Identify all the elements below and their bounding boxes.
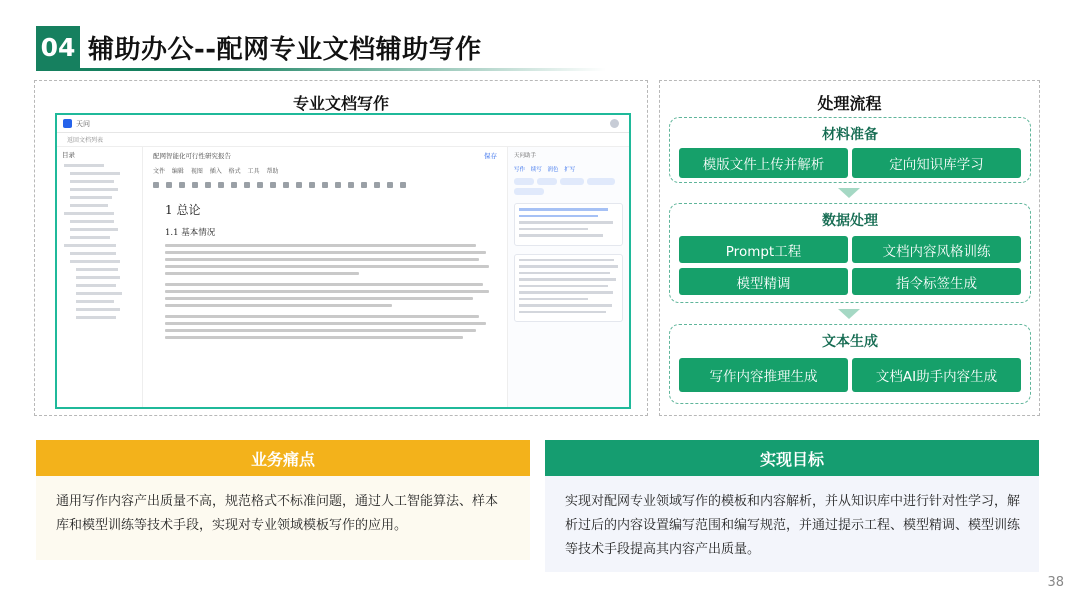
flow-arrow-icon [838, 309, 860, 319]
app-logo-icon [63, 119, 72, 128]
header-underline [36, 68, 606, 71]
section-number: 04 [36, 26, 80, 68]
doc-writing-title: 专业文档写作 [292, 94, 389, 113]
ai-message-card [514, 254, 623, 323]
step-ai-assistant-generation: 文档AI助手内容生成 [852, 358, 1021, 392]
ai-tabs[interactable]: 写作 续写 润色 扩写 [514, 167, 576, 173]
flow-arrow-icon [838, 188, 860, 198]
process-flow-title: 处理流程 [817, 94, 882, 113]
document-title: 配网智能化可行性研究报告 [153, 152, 231, 160]
goals-text: 实现对配网专业领域写作的模板和内容解析，并从知识库中进行针对性学习，解析过后的内容设置编写范围和编写规范，并通过提示工程、模型精调、模型训练等技术手段提高其内容产出质量。 [545, 476, 1039, 572]
editor-menu[interactable]: 文件 编辑 视图 插入 格式 工具 帮助 [153, 168, 279, 175]
step-style-training: 文档内容风格训练 [852, 236, 1021, 263]
ai-assistant-title: 天问助手 [514, 153, 537, 159]
app-screenshot [55, 113, 631, 409]
app-name: 天问 [76, 119, 90, 128]
ai-chip-row[interactable] [514, 178, 623, 195]
pain-points-text: 通用写作内容产出质量不高，规范格式不标准问题，通过人工智能算法、样本库和模型训练等技术手段，实现对专业领域模板写作的应用。 [36, 476, 530, 560]
step-tag-generation: 指令标签生成 [852, 268, 1021, 295]
stage-title: 文本生成 [822, 334, 878, 350]
ai-assistant-panel [507, 147, 629, 407]
outline-sidebar [57, 147, 143, 407]
doc-heading-2: 1.1 基本情况 [165, 228, 216, 238]
app-topbar [57, 115, 629, 133]
doc-heading-1: 1 总论 [165, 203, 201, 217]
slide-header [36, 26, 482, 68]
page-number: 38 [1047, 575, 1064, 590]
avatar[interactable] [610, 119, 619, 128]
pain-points-header: 业务痛点 [36, 440, 530, 476]
step-content-inference: 写作内容推理生成 [679, 358, 848, 392]
step-knowledge-learning: 定向知识库学习 [852, 148, 1021, 178]
doc-paragraph [165, 315, 489, 339]
outline-header: 目录 [62, 151, 75, 159]
goals-header: 实现目标 [545, 440, 1039, 476]
stage-title: 数据处理 [822, 213, 878, 229]
save-link[interactable]: 保存 [484, 152, 497, 160]
stage-data-processing [669, 203, 1031, 303]
step-model-finetune: 模型精调 [679, 268, 848, 295]
app-breadcrumb[interactable]: 返回文档列表 [57, 133, 629, 147]
step-prompt-engineering: Prompt工程 [679, 236, 848, 263]
slide-title: 辅助办公--配网专业文档辅助写作 [88, 34, 482, 65]
ai-message-card [514, 203, 623, 246]
doc-writing-panel [34, 80, 648, 416]
document-editor[interactable] [143, 147, 507, 407]
editor-toolbar[interactable] [153, 179, 497, 191]
stage-text-generation [669, 324, 1031, 404]
process-flow-panel [659, 80, 1040, 416]
stage-material-prep [669, 117, 1031, 183]
step-template-upload: 模版文件上传并解析 [679, 148, 848, 178]
doc-paragraph [165, 283, 489, 307]
stage-title: 材料准备 [822, 127, 878, 143]
doc-paragraph [165, 244, 489, 275]
